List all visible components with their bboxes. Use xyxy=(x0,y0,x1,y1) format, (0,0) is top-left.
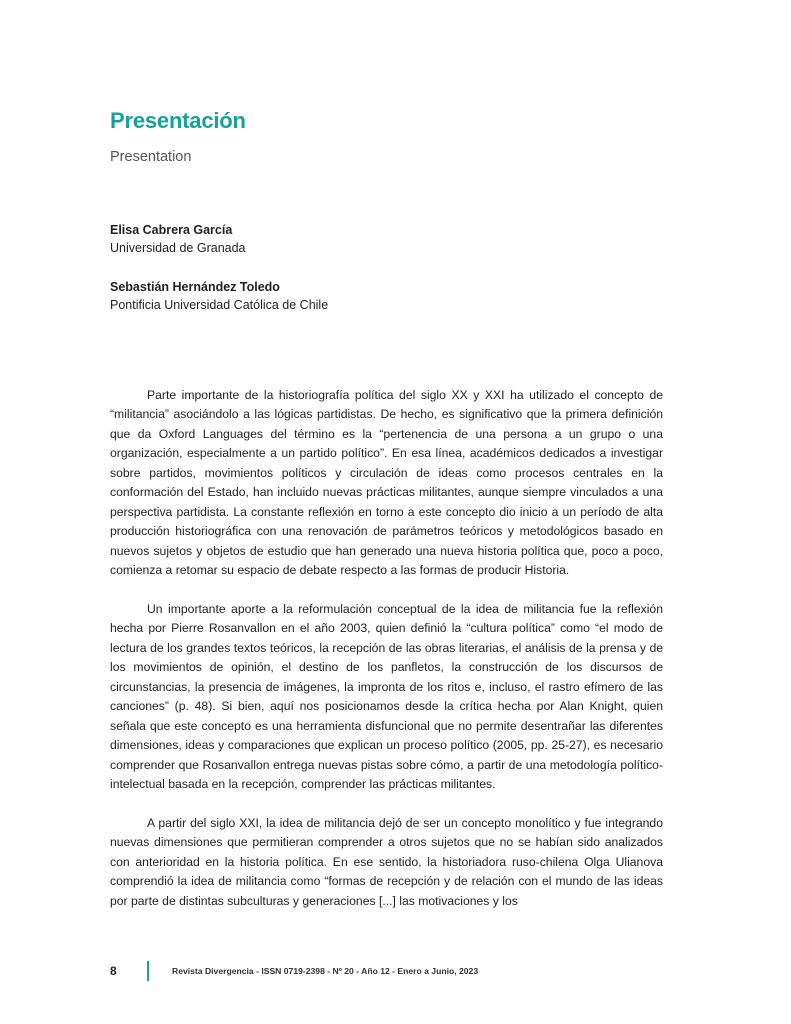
page-number: 8 xyxy=(110,964,117,978)
author-name: Sebastián Hernández Toledo xyxy=(110,280,280,294)
article-subtitle: Presentation xyxy=(110,149,192,165)
footer-divider xyxy=(147,961,149,981)
body-paragraph: Un importante aporte a la reformulación conceptual de la idea de militancia fue la reflexión hecha por Pierre Rosanvallon en el año 2003, quien definió la “cultura política” como “el modo de lectura de los grandes textos teóricos, la recepción de las obras literarias, el análisis de la prensa y de los movimientos de opinión, el destino de los panfletos, la construcción de los discursos de circunstancias, la presencia de imágenes, la impronta de los ritos e, incluso, el rastro efímero de las canciones” (p. 48). Si bien, aquí nos posicionamos desde la crítica hecha por Alan Knight, quien señala que este concepto es una herramienta disfuncional que no permite desentrañar las diferentes dimensiones, ideas y comparaciones que explican un proceso político (2005, pp. 25-27), es necesario comprender que Rosanvallon entrega nuevas pistas sobre cómo, a partir de una metodología político-intelectual basada en la recepción, comprender las prácticas militantes. xyxy=(110,601,663,792)
body-paragraph: A partir del siglo XXI, la idea de militancia dejó de ser un concepto monolítico y fue integrando nuevas dimensiones que permitieran comprender a otros sujetos que no se habían sido analizados con anterioridad en la historia política. En ese sentido, la historiadora ruso-chilena Olga Ulianova comprendió la idea de militancia como “formas de recepción y de relación con el mundo de las ideas por parte de distintas subculturas y generaciones [...] las motivaciones y los xyxy=(110,815,663,908)
article-title: Presentación xyxy=(110,108,246,133)
page-footer xyxy=(110,961,670,981)
author-affiliation: Universidad de Granada xyxy=(110,241,246,255)
author-block xyxy=(110,278,328,314)
article-body xyxy=(110,386,663,931)
journal-citation: Revista Divergencia - ISSN 0719-2398 - Nº 20 - Año 12 - Enero a Junio, 2023 xyxy=(172,966,479,976)
author-affiliation: Pontificia Universidad Católica de Chile xyxy=(110,298,329,312)
author-block xyxy=(110,221,246,257)
body-paragraph: Parte importante de la historiografía política del siglo XX y XXI ha utilizado el concepto de “militancia” asociándolo a las lógicas partidistas. De hecho, es significativo que la primera definición que da Oxford Languages del término es la “pertenencia de una persona a un grupo o una organización, especialmente a un partido político”. En esa línea, académicos dedicados a investigar sobre partidos, movimientos políticos y circulación de ideas como procesos centrales en la conformación del Estado, han incluido nuevas prácticas militantes, aunque siempre vinculados a una perspectiva partidista. La constante reflexión en torno a este concepto dio inicio a un período de alta producción historiográfica con una renovación de parámetros teóricos y metodológicos basado en nuevos sujetos y objetos de estudio que han generado una nueva historia política que, poco a poco, comienza a retomar su espacio de debate respecto a las formas de producir Historia. xyxy=(110,388,663,578)
author-name: Elisa Cabrera García xyxy=(110,223,233,237)
